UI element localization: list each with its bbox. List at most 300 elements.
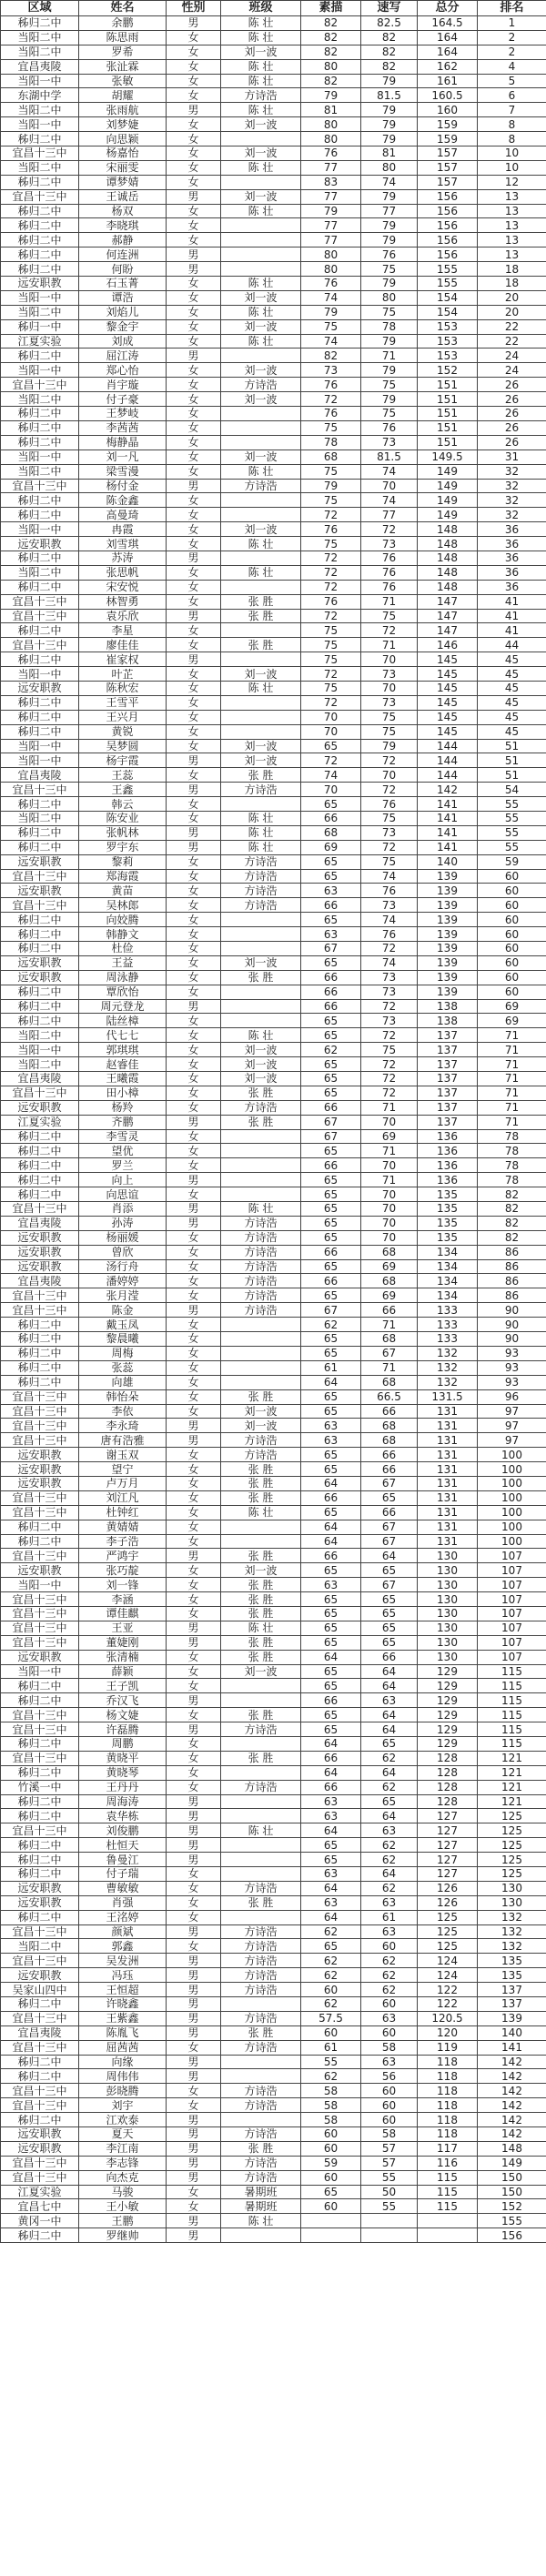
rank-cell: 135	[478, 1954, 546, 1968]
gender-cell: 男	[167, 1838, 221, 1853]
name-cell: 汤行舟	[79, 1259, 167, 1274]
class-cell: 方诗浩	[221, 2156, 301, 2170]
sketch-cell: 63	[301, 1578, 361, 1592]
class-cell: 陈 壮	[221, 74, 301, 88]
region-cell: 秭归二中	[1, 1794, 79, 1809]
total-cell: 144	[418, 753, 478, 768]
class-cell: 陈 壮	[221, 1823, 301, 1838]
table-row	[1, 2228, 546, 2243]
table-row	[1, 450, 546, 464]
name-cell: 向上	[79, 1173, 167, 1187]
region-cell: 当阳二中	[1, 1939, 79, 1954]
total-cell: 148	[418, 522, 478, 537]
class-cell: 陈 壮	[221, 16, 301, 31]
name-cell: 王雪平	[79, 695, 167, 710]
total-cell: 139	[418, 884, 478, 898]
rank-cell: 55	[478, 797, 546, 812]
rank-cell: 32	[478, 479, 546, 493]
region-cell: 当阳一中	[1, 753, 79, 768]
quick-sketch-cell: 56	[361, 2069, 418, 2084]
sketch-cell: 83	[301, 175, 361, 189]
name-cell: 罗兰	[79, 1158, 167, 1173]
total-cell: 120.5	[418, 2011, 478, 2025]
name-cell: 何连洲	[79, 247, 167, 262]
sketch-cell: 63	[301, 884, 361, 898]
gender-cell: 男	[167, 1983, 221, 1997]
name-cell: 望宁	[79, 1462, 167, 1477]
gender-cell: 男	[167, 247, 221, 262]
gender-cell: 男	[167, 1954, 221, 1968]
region-cell: 宜昌夷陵	[1, 2025, 79, 2040]
table-row	[1, 189, 546, 204]
name-cell: 张巧靛	[79, 1563, 167, 1578]
sketch-cell: 65	[301, 1606, 361, 1621]
sketch-cell	[301, 2214, 361, 2228]
sketch-cell: 60	[301, 2141, 361, 2156]
class-cell: 方诗浩	[221, 2170, 301, 2185]
sketch-cell: 75	[301, 319, 361, 334]
gender-cell: 女	[167, 2098, 221, 2113]
sketch-cell: 66	[301, 811, 361, 825]
name-cell: 黎金宇	[79, 319, 167, 334]
sketch-cell: 76	[301, 378, 361, 392]
quick-sketch-cell: 66	[361, 1303, 418, 1318]
table-row	[1, 420, 546, 435]
rank-cell: 60	[478, 913, 546, 927]
name-cell: 李志锋	[79, 2156, 167, 2170]
quick-sketch-cell: 65	[361, 1606, 418, 1621]
rank-cell: 78	[478, 1129, 546, 1144]
rank-cell: 142	[478, 2069, 546, 2084]
table-row	[1, 1115, 546, 1129]
region-cell: 秭归二中	[1, 710, 79, 724]
region-cell: 宜昌十三中	[1, 1635, 79, 1650]
quick-sketch-cell: 70	[361, 1216, 418, 1230]
class-cell: 方诗浩	[221, 1954, 301, 1968]
name-cell: 罗继帅	[79, 2228, 167, 2243]
gender-cell: 女	[167, 1086, 221, 1100]
class-cell: 方诗浩	[221, 2127, 301, 2142]
quick-sketch-cell: 73	[361, 898, 418, 913]
sketch-cell: 72	[301, 580, 361, 594]
sketch-cell: 65	[301, 1679, 361, 1693]
total-cell: 131	[418, 1433, 478, 1448]
sketch-cell: 67	[301, 1129, 361, 1144]
class-cell: 方诗浩	[221, 1881, 301, 1895]
quick-sketch-cell: 71	[361, 1318, 418, 1332]
quick-sketch-cell: 68	[361, 1274, 418, 1288]
quick-sketch-cell: 76	[361, 797, 418, 812]
table-row	[1, 638, 546, 652]
name-cell: 王蕊	[79, 768, 167, 783]
quick-sketch-cell: 81.5	[361, 450, 418, 464]
name-cell: 陈秋宏	[79, 681, 167, 695]
rank-cell: 71	[478, 1115, 546, 1129]
gender-cell: 男	[167, 609, 221, 623]
total-cell: 137	[418, 1086, 478, 1100]
class-cell: 张 胜	[221, 1895, 301, 1910]
region-cell: 秭归二中	[1, 218, 79, 233]
region-cell: 秭归二中	[1, 420, 79, 435]
gender-cell: 女	[167, 1650, 221, 1664]
table-row	[1, 869, 546, 884]
region-cell: 宜昌十三中	[1, 1202, 79, 1217]
name-cell: 向缘	[79, 2055, 167, 2069]
table-row	[1, 667, 546, 682]
gender-cell: 女	[167, 1490, 221, 1505]
gender-cell: 女	[167, 1476, 221, 1490]
class-cell: 方诗浩	[221, 854, 301, 869]
sketch-cell: 60	[301, 2170, 361, 2185]
region-cell: 宜昌十三中	[1, 2084, 79, 2098]
gender-cell: 男	[167, 1549, 221, 1563]
quick-sketch-cell: 70	[361, 652, 418, 667]
gender-cell: 男	[167, 2069, 221, 2084]
rank-cell: 4	[478, 59, 546, 74]
total-cell: 151	[418, 420, 478, 435]
gender-cell: 男	[167, 2055, 221, 2069]
table-row	[1, 1520, 546, 1534]
class-cell: 方诗浩	[221, 479, 301, 493]
region-cell: 当阳二中	[1, 30, 79, 45]
sketch-cell: 77	[301, 189, 361, 204]
sketch-cell: 74	[301, 334, 361, 349]
table-row	[1, 233, 546, 247]
region-cell: 宜昌十三中	[1, 1404, 79, 1419]
table-row	[1, 768, 546, 783]
rank-cell: 125	[478, 1838, 546, 1853]
gender-cell: 男	[167, 1635, 221, 1650]
sketch-cell: 68	[301, 450, 361, 464]
quick-sketch-cell: 73	[361, 537, 418, 551]
quick-sketch-cell: 71	[361, 594, 418, 609]
rank-cell: 140	[478, 2025, 546, 2040]
class-cell: 刘一波	[221, 1664, 301, 1679]
total-cell: 129	[418, 1722, 478, 1737]
rank-cell: 130	[478, 1895, 546, 1910]
total-cell: 154	[418, 290, 478, 305]
class-cell: 方诗浩	[221, 884, 301, 898]
gender-cell: 女	[167, 884, 221, 898]
region-cell: 秭归二中	[1, 1693, 79, 1708]
name-cell: 潘婷婷	[79, 1274, 167, 1288]
total-cell: 136	[418, 1129, 478, 1144]
region-cell: 秭归二中	[1, 1346, 79, 1360]
sketch-cell: 65	[301, 1592, 361, 1607]
gender-cell: 男	[167, 1621, 221, 1635]
table-row	[1, 580, 546, 594]
quick-sketch-cell: 72	[361, 783, 418, 797]
quick-sketch-cell: 75	[361, 854, 418, 869]
sketch-cell: 65	[301, 2185, 361, 2199]
table-row	[1, 16, 546, 31]
quick-sketch-cell: 68	[361, 1419, 418, 1433]
table-row	[1, 2113, 546, 2127]
table-row	[1, 1924, 546, 1939]
name-cell: 李茜茜	[79, 420, 167, 435]
class-cell	[221, 1809, 301, 1823]
rank-cell: 100	[478, 1534, 546, 1549]
total-cell: 115	[418, 2185, 478, 2199]
class-cell: 张 胜	[221, 2141, 301, 2156]
sketch-cell: 65	[301, 1708, 361, 1722]
total-cell: 128	[418, 1765, 478, 1780]
total-cell: 130	[418, 1563, 478, 1578]
rank-cell: 45	[478, 681, 546, 695]
region-cell: 秭归二中	[1, 1765, 79, 1780]
rank-cell: 41	[478, 594, 546, 609]
quick-sketch-cell: 76	[361, 420, 418, 435]
region-cell: 宜昌十三中	[1, 1288, 79, 1303]
quick-sketch-cell: 66	[361, 1505, 418, 1520]
rank-cell: 100	[478, 1505, 546, 1520]
table-row	[1, 2084, 546, 2098]
table-row	[1, 1780, 546, 1794]
region-cell: 远安职教	[1, 277, 79, 291]
gender-cell: 男	[167, 999, 221, 1014]
class-cell: 陈 壮	[221, 2214, 301, 2228]
total-cell: 127	[418, 1809, 478, 1823]
name-cell: 陈胤飞	[79, 2025, 167, 2040]
table-row	[1, 2214, 546, 2228]
region-cell: 远安职教	[1, 1968, 79, 1983]
region-cell: 远安职教	[1, 1563, 79, 1578]
rank-cell: 82	[478, 1216, 546, 1230]
sketch-cell: 75	[301, 420, 361, 435]
region-cell: 秭归二中	[1, 1809, 79, 1823]
rank-cell: 36	[478, 580, 546, 594]
sketch-cell: 76	[301, 277, 361, 291]
total-cell: 148	[418, 580, 478, 594]
quick-sketch-cell: 60	[361, 2113, 418, 2127]
quick-sketch-cell: 71	[361, 1100, 418, 1115]
region-cell: 远安职教	[1, 1476, 79, 1490]
region-cell: 当阳二中	[1, 1028, 79, 1043]
class-cell	[221, 1187, 301, 1202]
region-cell: 远安职教	[1, 955, 79, 970]
region-cell: 宜昌十三中	[1, 1722, 79, 1737]
sketch-cell: 64	[301, 1520, 361, 1534]
sketch-cell	[301, 2228, 361, 2243]
gender-cell: 男	[167, 1823, 221, 1838]
class-cell	[221, 132, 301, 146]
table-row	[1, 825, 546, 840]
sketch-cell: 82	[301, 16, 361, 31]
total-cell: 145	[418, 652, 478, 667]
sketch-cell: 75	[301, 537, 361, 551]
sketch-cell: 76	[301, 522, 361, 537]
sketch-cell: 65	[301, 854, 361, 869]
total-cell: 134	[418, 1274, 478, 1288]
rank-cell: 7	[478, 103, 546, 117]
name-cell: 郑海霞	[79, 869, 167, 884]
quick-sketch-cell: 67	[361, 1520, 418, 1534]
table-row	[1, 840, 546, 854]
region-cell: 当阳二中	[1, 160, 79, 175]
gender-cell: 男	[167, 825, 221, 840]
total-cell: 153	[418, 334, 478, 349]
gender-cell: 女	[167, 1867, 221, 1882]
total-cell: 153	[418, 349, 478, 363]
quick-sketch-cell: 79	[361, 103, 418, 117]
rank-cell: 26	[478, 420, 546, 435]
rank-cell: 152	[478, 2199, 546, 2214]
total-cell: 138	[418, 999, 478, 1014]
table-row	[1, 218, 546, 233]
rank-cell: 26	[478, 435, 546, 450]
region-cell: 秭归二中	[1, 175, 79, 189]
table-row	[1, 955, 546, 970]
name-cell: 付子豪	[79, 392, 167, 407]
quick-sketch-cell: 62	[361, 1780, 418, 1794]
gender-cell: 女	[167, 1389, 221, 1404]
quick-sketch-cell: 73	[361, 667, 418, 682]
gender-cell: 女	[167, 1259, 221, 1274]
table-row	[1, 2040, 546, 2055]
class-cell	[221, 1736, 301, 1751]
total-cell: 131	[418, 1404, 478, 1419]
gender-cell: 男	[167, 2127, 221, 2142]
sketch-cell: 80	[301, 262, 361, 277]
total-cell: 145	[418, 724, 478, 739]
class-cell: 刘一波	[221, 1563, 301, 1578]
table-row	[1, 508, 546, 522]
region-cell: 秭归二中	[1, 1173, 79, 1187]
gender-cell: 女	[167, 420, 221, 435]
total-cell: 139	[418, 869, 478, 884]
table-row	[1, 999, 546, 1014]
quick-sketch-cell: 74	[361, 175, 418, 189]
region-cell: 宜昌十三中	[1, 189, 79, 204]
total-cell: 139	[418, 985, 478, 999]
total-cell: 133	[418, 1332, 478, 1347]
name-cell: 胡耀	[79, 88, 167, 103]
region-cell: 宜昌十三中	[1, 609, 79, 623]
rank-cell: 13	[478, 204, 546, 218]
table-row	[1, 1028, 546, 1043]
rank-cell: 13	[478, 218, 546, 233]
table-row	[1, 1809, 546, 1823]
region-cell: 宜昌十三中	[1, 1708, 79, 1722]
gender-cell: 女	[167, 146, 221, 161]
total-cell: 144	[418, 739, 478, 753]
name-cell: 彭晓腾	[79, 2084, 167, 2098]
gender-cell: 男	[167, 652, 221, 667]
gender-cell: 男	[167, 16, 221, 31]
quick-sketch-cell: 64	[361, 1549, 418, 1563]
region-cell: 当阳二中	[1, 464, 79, 479]
quick-sketch-cell: 65	[361, 1592, 418, 1607]
region-cell: 秭归二中	[1, 1375, 79, 1389]
quick-sketch-cell: 75	[361, 811, 418, 825]
quick-sketch-cell: 70	[361, 1187, 418, 1202]
sketch-cell: 76	[301, 146, 361, 161]
rank-cell: 12	[478, 175, 546, 189]
quick-sketch-cell: 60	[361, 2084, 418, 2098]
name-cell: 颜斌	[79, 1924, 167, 1939]
table-row	[1, 464, 546, 479]
total-cell: 125	[418, 1939, 478, 1954]
class-cell: 方诗浩	[221, 2040, 301, 2055]
total-cell: 149	[418, 508, 478, 522]
name-cell: 杨付金	[79, 479, 167, 493]
sketch-cell: 65	[301, 1144, 361, 1158]
class-cell: 方诗浩	[221, 1274, 301, 1288]
total-cell: 133	[418, 1318, 478, 1332]
rank-cell: 71	[478, 1086, 546, 1100]
class-cell	[221, 420, 301, 435]
name-cell: 王子凯	[79, 1679, 167, 1693]
class-cell: 张 胜	[221, 1490, 301, 1505]
sketch-cell: 82	[301, 30, 361, 45]
rank-cell: 139	[478, 2011, 546, 2025]
table-row	[1, 1404, 546, 1419]
gender-cell: 女	[167, 537, 221, 551]
sketch-cell: 63	[301, 1433, 361, 1448]
region-cell: 秭归二中	[1, 1736, 79, 1751]
gender-cell: 女	[167, 319, 221, 334]
table-row	[1, 349, 546, 363]
region-cell: 宜昌十三中	[1, 1389, 79, 1404]
quick-sketch-cell: 82	[361, 30, 418, 45]
gender-cell: 男	[167, 1173, 221, 1187]
region-cell: 远安职教	[1, 2141, 79, 2156]
table-row	[1, 2156, 546, 2170]
region-cell: 当阳一中	[1, 117, 79, 132]
table-row	[1, 204, 546, 218]
rank-cell: 115	[478, 1708, 546, 1722]
rank-cell: 69	[478, 999, 546, 1014]
total-cell: 118	[418, 2084, 478, 2098]
total-cell: 124	[418, 1954, 478, 1968]
region-cell: 秭归二中	[1, 262, 79, 277]
name-cell: 崔家权	[79, 652, 167, 667]
table-row	[1, 1679, 546, 1693]
name-cell: 夏天	[79, 2127, 167, 2142]
total-cell: 122	[418, 1997, 478, 2012]
name-cell: 严鸿宇	[79, 1549, 167, 1563]
gender-cell: 女	[167, 667, 221, 682]
rank-cell: 155	[478, 2214, 546, 2228]
total-cell: 131	[418, 1476, 478, 1490]
quick-sketch-cell: 82	[361, 59, 418, 74]
quick-sketch-cell: 64	[361, 1708, 418, 1722]
name-cell: 谭梦婧	[79, 175, 167, 189]
class-cell: 陈 壮	[221, 160, 301, 175]
gender-cell: 女	[167, 1360, 221, 1375]
gender-cell: 女	[167, 522, 221, 537]
quick-sketch-cell: 75	[361, 609, 418, 623]
total-cell: 132	[418, 1346, 478, 1360]
table-row	[1, 1621, 546, 1635]
total-cell: 118	[418, 2113, 478, 2127]
name-cell: 罗宇东	[79, 840, 167, 854]
region-cell: 秭归二中	[1, 16, 79, 31]
name-cell: 黄婧婧	[79, 1520, 167, 1534]
region-cell: 宜昌十三中	[1, 1419, 79, 1433]
quick-sketch-cell: 76	[361, 927, 418, 942]
table-row	[1, 811, 546, 825]
table-row	[1, 1592, 546, 1607]
total-cell: 157	[418, 175, 478, 189]
total-cell: 164.5	[418, 16, 478, 31]
sketch-cell: 81	[301, 103, 361, 117]
rank-cell: 150	[478, 2170, 546, 2185]
class-cell: 陈 壮	[221, 1028, 301, 1043]
gender-cell: 女	[167, 854, 221, 869]
class-cell: 陈 壮	[221, 681, 301, 695]
gender-cell: 男	[167, 2025, 221, 2040]
